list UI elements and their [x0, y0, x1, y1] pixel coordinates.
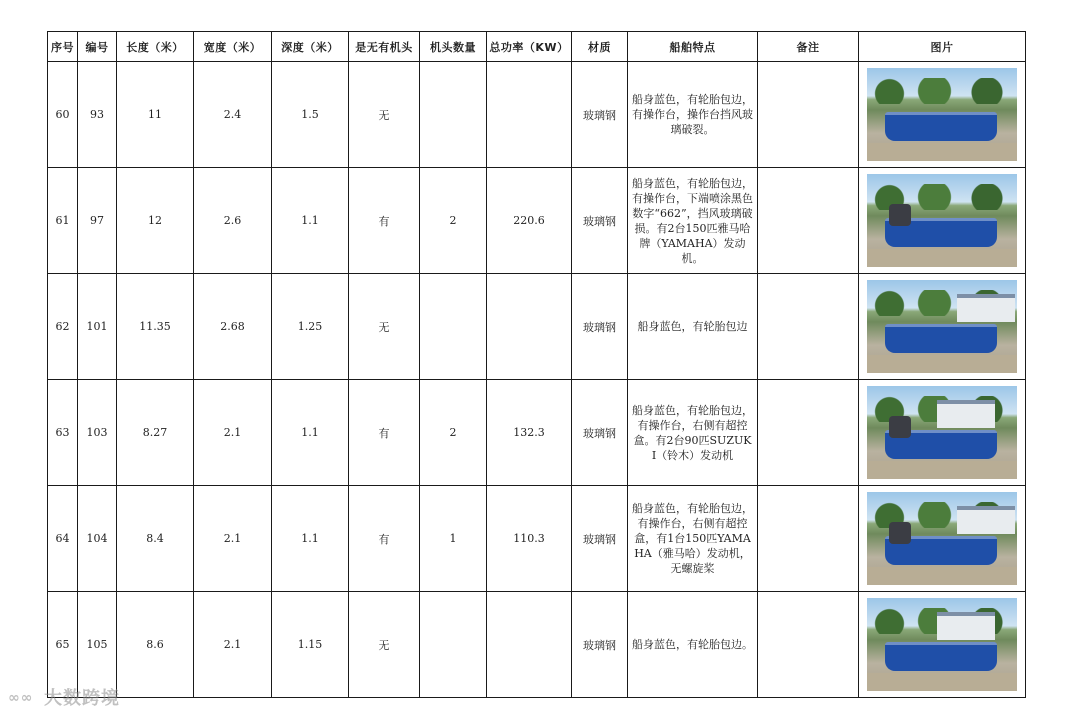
cell-remarks: [758, 380, 859, 486]
cell-id: 104: [78, 486, 117, 592]
boat-inventory-table: [47, 31, 1026, 698]
watermark-logo-icon: ∞∞: [8, 690, 34, 706]
table-row: [48, 592, 1026, 698]
cell-material: 玻璃钢: [572, 274, 628, 380]
features-text: 船身蓝色，有轮胎包边: [637, 320, 748, 333]
photo-trees: [867, 78, 1017, 104]
cell-features: [628, 62, 758, 168]
cell-width: 2.4: [194, 62, 272, 168]
cell-photo: [859, 592, 1026, 698]
cell-features: [628, 274, 758, 380]
table-row: [48, 380, 1026, 486]
cell-depth: 1.1: [272, 168, 349, 274]
cell-remarks: [758, 168, 859, 274]
cell-photo: [859, 380, 1026, 486]
photo-ground: [867, 355, 1017, 373]
watermark-text: 大数跨境: [44, 688, 120, 709]
cell-material: 玻璃钢: [572, 168, 628, 274]
cell-features: [628, 592, 758, 698]
cell-id: 105: [78, 592, 117, 698]
col-header-engine-count: 机头数量: [420, 32, 487, 62]
cell-has-engine: 有: [349, 380, 420, 486]
cell-depth: 1.1: [272, 486, 349, 592]
cell-width: 2.1: [194, 486, 272, 592]
cell-width: 2.6: [194, 168, 272, 274]
cell-length: 11: [117, 62, 194, 168]
cell-material: 玻璃钢: [572, 592, 628, 698]
cell-length: 8.4: [117, 486, 194, 592]
cell-seq: 60: [48, 62, 78, 168]
cell-has-engine: 无: [349, 62, 420, 168]
cell-remarks: [758, 274, 859, 380]
photo-engine: [889, 204, 911, 226]
photo-building: [937, 400, 995, 428]
photo-building: [957, 294, 1015, 322]
cell-depth: 1.15: [272, 592, 349, 698]
boat-photo: [867, 68, 1017, 161]
cell-seq: 63: [48, 380, 78, 486]
col-header-id: 编号: [78, 32, 117, 62]
cell-engine-count: [420, 274, 487, 380]
cell-seq: 65: [48, 592, 78, 698]
table-row: [48, 62, 1026, 168]
col-header-photo: 图片: [859, 32, 1026, 62]
cell-photo: [859, 486, 1026, 592]
cell-width: 2.1: [194, 380, 272, 486]
cell-power: [487, 62, 572, 168]
photo-ground: [867, 673, 1017, 691]
photo-ground: [867, 461, 1017, 479]
table-row: [48, 274, 1026, 380]
photo-hull: [885, 642, 997, 671]
cell-photo: [859, 274, 1026, 380]
cell-engine-count: 1: [420, 486, 487, 592]
cell-photo: [859, 62, 1026, 168]
features-text: 船身蓝色，有轮胎包边，有操作台，右侧有超控盒，有1台150匹YAMAHA（雅马哈）发动机，无螺旋桨: [632, 502, 753, 575]
col-header-seq: 序号: [48, 32, 78, 62]
table-row: [48, 168, 1026, 274]
boat-photo: [867, 492, 1017, 585]
col-header-remarks: 备注: [758, 32, 859, 62]
cell-seq: 64: [48, 486, 78, 592]
col-header-power: 总功率（KW）: [487, 32, 572, 62]
boat-photo: [867, 174, 1017, 267]
cell-id: 93: [78, 62, 117, 168]
cell-length: 8.6: [117, 592, 194, 698]
cell-has-engine: 无: [349, 274, 420, 380]
cell-power: 110.3: [487, 486, 572, 592]
photo-hull: [885, 324, 997, 353]
features-text: 船身蓝色，有轮胎包边，有操作台，操作台挡风玻璃破裂。: [632, 93, 753, 136]
cell-length: 11.35: [117, 274, 194, 380]
cell-material: 玻璃钢: [572, 62, 628, 168]
cell-id: 103: [78, 380, 117, 486]
cell-power: [487, 274, 572, 380]
cell-engine-count: 2: [420, 168, 487, 274]
cell-length: 12: [117, 168, 194, 274]
photo-building: [957, 506, 1015, 534]
cell-material: 玻璃钢: [572, 380, 628, 486]
photo-engine: [889, 522, 911, 544]
col-header-width: 宽度（米）: [194, 32, 272, 62]
cell-depth: 1.25: [272, 274, 349, 380]
cell-has-engine: 有: [349, 486, 420, 592]
boat-photo: [867, 280, 1017, 373]
photo-ground: [867, 143, 1017, 161]
cell-power: 132.3: [487, 380, 572, 486]
cell-seq: 62: [48, 274, 78, 380]
cell-power: 220.6: [487, 168, 572, 274]
cell-width: 2.68: [194, 274, 272, 380]
col-header-length: 长度（米）: [117, 32, 194, 62]
photo-engine: [889, 416, 911, 438]
cell-power: [487, 592, 572, 698]
cell-material: 玻璃钢: [572, 486, 628, 592]
cell-engine-count: [420, 592, 487, 698]
boat-photo: [867, 386, 1017, 479]
cell-id: 97: [78, 168, 117, 274]
watermark: [8, 684, 120, 710]
cell-length: 8.27: [117, 380, 194, 486]
col-header-depth: 深度（米）: [272, 32, 349, 62]
col-header-has-engine: 是无有机头: [349, 32, 420, 62]
cell-depth: 1.1: [272, 380, 349, 486]
cell-features: [628, 168, 758, 274]
boat-photo: [867, 598, 1017, 691]
table-header-row: [48, 32, 1026, 62]
cell-seq: 61: [48, 168, 78, 274]
cell-remarks: [758, 62, 859, 168]
cell-has-engine: 有: [349, 168, 420, 274]
cell-features: [628, 486, 758, 592]
cell-depth: 1.5: [272, 62, 349, 168]
photo-ground: [867, 567, 1017, 585]
photo-hull: [885, 112, 997, 141]
features-text: 船身蓝色，有轮胎包边，有操作台，右侧有超控盒。有2台90匹SUZUKI（铃木）发动机: [632, 403, 753, 462]
cell-id: 101: [78, 274, 117, 380]
cell-remarks: [758, 592, 859, 698]
cell-has-engine: 无: [349, 592, 420, 698]
photo-building: [937, 612, 995, 640]
table-row: [48, 486, 1026, 592]
cell-remarks: [758, 486, 859, 592]
col-header-material: 材质: [572, 32, 628, 62]
cell-engine-count: [420, 62, 487, 168]
cell-features: [628, 380, 758, 486]
cell-photo: [859, 168, 1026, 274]
photo-ground: [867, 249, 1017, 267]
features-text: 船身蓝色，有轮胎包边。: [632, 638, 753, 651]
col-header-features: 船舶特点: [628, 32, 758, 62]
cell-engine-count: 2: [420, 380, 487, 486]
features-text: 船身蓝色，有轮胎包边，有操作台，下端喷涂黑色数字“662”，挡风玻璃破损。有2台150匹雅马哈牌（YAMAHA）发动机。: [632, 176, 753, 265]
cell-width: 2.1: [194, 592, 272, 698]
